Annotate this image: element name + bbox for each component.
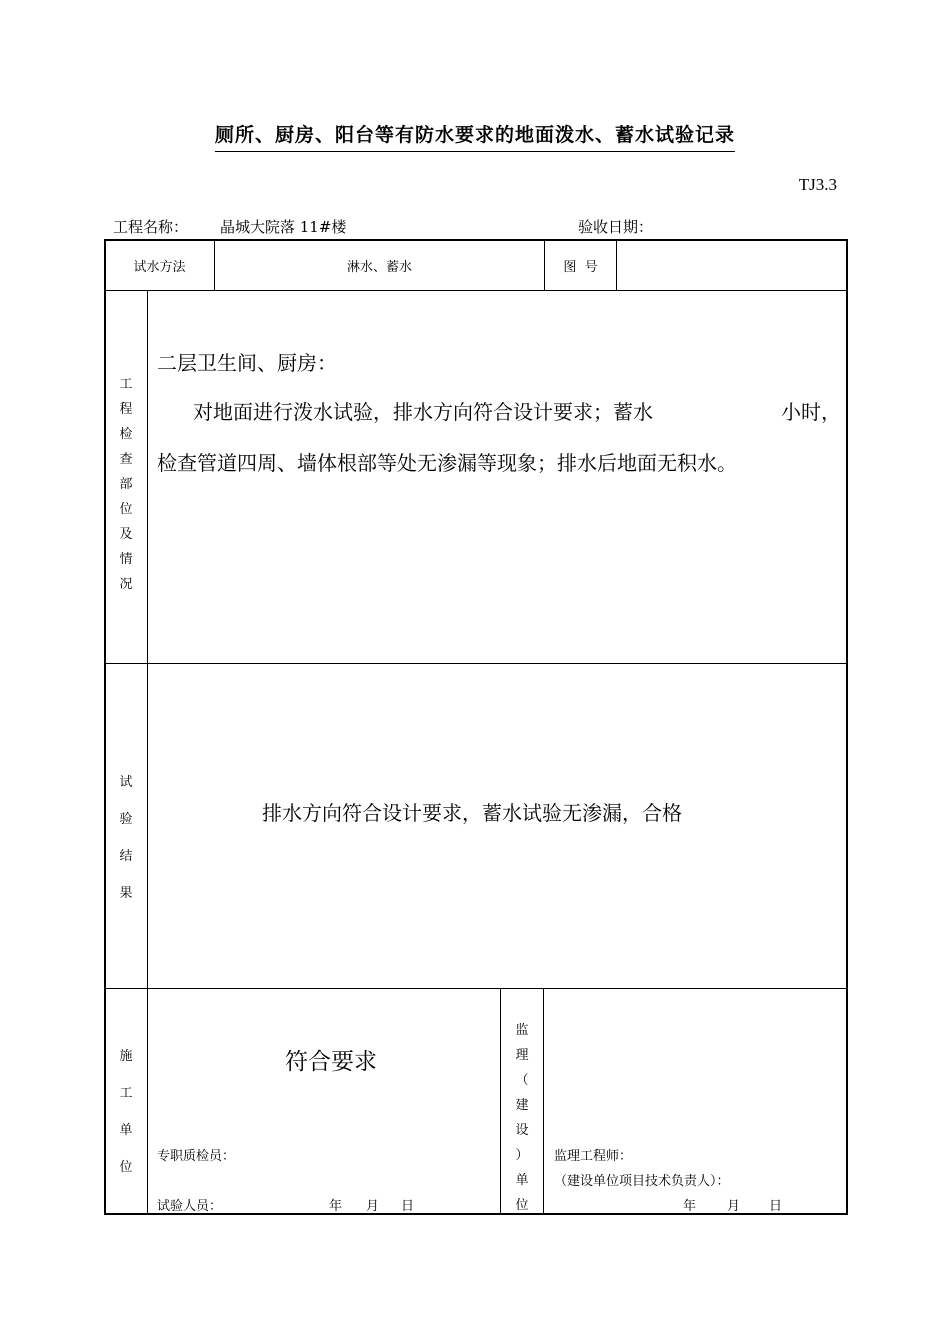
inspection-line2: 检查管道四周、墙体根部等处无渗漏等现象；排水后地面无积水。 (157, 451, 737, 475)
project-value: 晶城大院落 11#楼 (220, 218, 347, 236)
supervision-date-year: 年 (683, 1199, 697, 1214)
form-code: TJ3.3 (798, 175, 837, 194)
construction-statement: 符合要求 (285, 1049, 377, 1075)
drawing-label: 图 号 (563, 259, 598, 275)
method-value: 淋水、蓄水 (346, 259, 412, 275)
inspection-line1: 对地面进行泼水试验，排水方向符合设计要求；蓄水 (193, 400, 653, 424)
method-label: 试水方法 (133, 259, 186, 275)
inspection-heading: 二层卫生间、厨房： (157, 351, 337, 375)
construction-label: 施 工 单 位 (119, 1049, 133, 1175)
supervision-date-day: 日 (769, 1199, 783, 1214)
date-label: 验收日期： (578, 218, 654, 236)
supervision-label: 监 理 （ 建 设 ） 单 位 (515, 1023, 529, 1213)
construction-date-year: 年 (329, 1199, 343, 1214)
drawing-value (617, 240, 846, 290)
supervision-date-month: 月 (727, 1199, 741, 1214)
inspection-line1-tail: 小时， (781, 400, 841, 424)
construction-date-day: 日 (401, 1199, 415, 1214)
page-title-text: 厕所、厨房、阳台等有防水要求的地面泼水、蓄水试验记录 (215, 120, 735, 152)
page-title (0, 120, 950, 152)
qc-label: 专职质检员： (157, 1149, 236, 1164)
project-label: 工程名称： (113, 218, 189, 236)
construction-date-month: 月 (366, 1199, 380, 1214)
engineer-label: 监理工程师： (554, 1149, 633, 1164)
inspection-label: 工 程 检 查 部 位 及 情 况 (119, 377, 133, 592)
tester-label: 试验人员： (157, 1199, 223, 1214)
result-label: 试 验 结 果 (119, 775, 133, 901)
owner-label: （建设单位项目技术负责人）： (554, 1174, 730, 1189)
result-text: 排水方向符合设计要求，蓄水试验无渗漏，合格 (262, 801, 682, 825)
